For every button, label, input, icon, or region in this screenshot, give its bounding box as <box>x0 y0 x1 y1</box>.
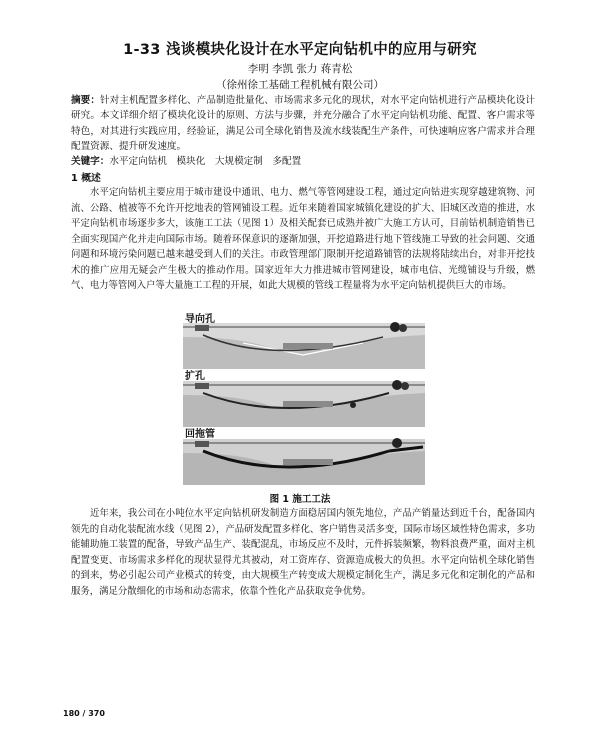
tree-icon <box>390 322 400 332</box>
abstract-text: 针对主机配置多样化、产品制造批量化、市场需求多元化的现状，对水平定向钻机进行产品模块化设计研究。本文详细介绍了模块化设计的原则、方法与步骤，并充分融合了水平定向钻机功能、配置、客户需求等特色，对其进行实践应用，经验证，满足公司全球化销售及流水线装配生产条件，可快速响应客户需求并合理配置资源、提升研发速度。 <box>71 95 536 153</box>
keywords-text: 水平定向钻机 模块化 大规模定制 多配置 <box>109 156 302 167</box>
drill-rig-icon <box>195 383 209 389</box>
figure-panel-pullback <box>183 427 425 485</box>
river-channel <box>283 343 333 349</box>
construction-method-figure <box>183 313 425 487</box>
panel-label-pilot-hole: 导向孔 <box>185 314 215 325</box>
page-number: 180 / 370 <box>63 709 105 718</box>
drill-rig-icon <box>195 441 209 447</box>
drill-rig-icon <box>195 325 209 331</box>
abstract-block <box>71 93 535 155</box>
authors-line: 李明 李凯 张力 蒋青松 <box>247 63 353 75</box>
section-heading-overview: 1 概述 <box>71 173 101 184</box>
keywords-block <box>71 154 535 169</box>
panel-label-pullback: 回拖管 <box>185 429 215 440</box>
figure-panel-pilot-hole <box>183 313 425 371</box>
body-paragraph-1: 水平定向钻机主要应用于城市建设中通讯、电力、燃气等管网建设工程，通过定向钻进实现穿越建筑物、河流、公路、植被等不允许开挖地表的管网铺设工程。近年来随着国家城镇化建设的扩大、旧城区改造的推进，水平定向钻机市场逐步多大，该施工工法（见图 1）及相关配套已成熟并被广大施工方认可，目前钻机制造销售已全面实现国产化并走向国际市场。随着环保意识的逐渐加强，开挖道路进行地下管线施工导致的社会问题、交通问题和环境污染问题已越来越受到人们的关注。市政管理部门限制开挖道路铺管的法规将陆续出台，对非开挖技术的推广应用无疑会产生极大的推动作用。国家近年大力推进城市管网建设，城市电信、光缆铺设与升级，燃气、电力等管网入户等大量施工工程的开展，如此大规模的管线工程量将为水平定向钻机提供巨大的市场。 <box>71 187 535 291</box>
keywords-label: 关键字： <box>71 156 110 167</box>
abstract-label: 摘要： <box>71 95 101 106</box>
affiliation-line: （徐州徐工基础工程机械有限公司） <box>216 79 384 91</box>
body-paragraph-2: 近年来，我公司在小吨位水平定向钻机研发制造方面稳居国内领先地位，产品产销量达到近千台，配备国内领先的自动化装配流水线（见图 2），产品研发配置多样化、客户销售灵活多变，国际市场区域性特色需求，多功能辅助施工装置的配备，导致产品生产、装配混乱，市场反应不及时，元件拆装频繁，物料浪费严重，面对主机配置变更、市场需求多样化的现状显得尤其被动，对工资库存、资源造成极大的负担。水平定向钻机全球化销售的到来，势必引起公司产业模式的转变，由大规模生产转变成大规模定制化生产，满足多元化和定制化的产品和服务，满足分散细化的市场和动态需求，依靠个性化产品获取竞争优势。 <box>71 508 535 597</box>
panel-label-reaming: 扩孔 <box>185 371 205 382</box>
tree-icon <box>392 380 402 390</box>
paper-title: 1-33 浅谈模块化设计在水平定向钻机中的应用与研究 <box>123 42 477 58</box>
figure-caption: 图 1 施工工法 <box>269 494 331 505</box>
tree-icon <box>392 438 402 448</box>
reamer-icon <box>350 402 356 408</box>
figure-panel-reaming <box>183 369 425 427</box>
